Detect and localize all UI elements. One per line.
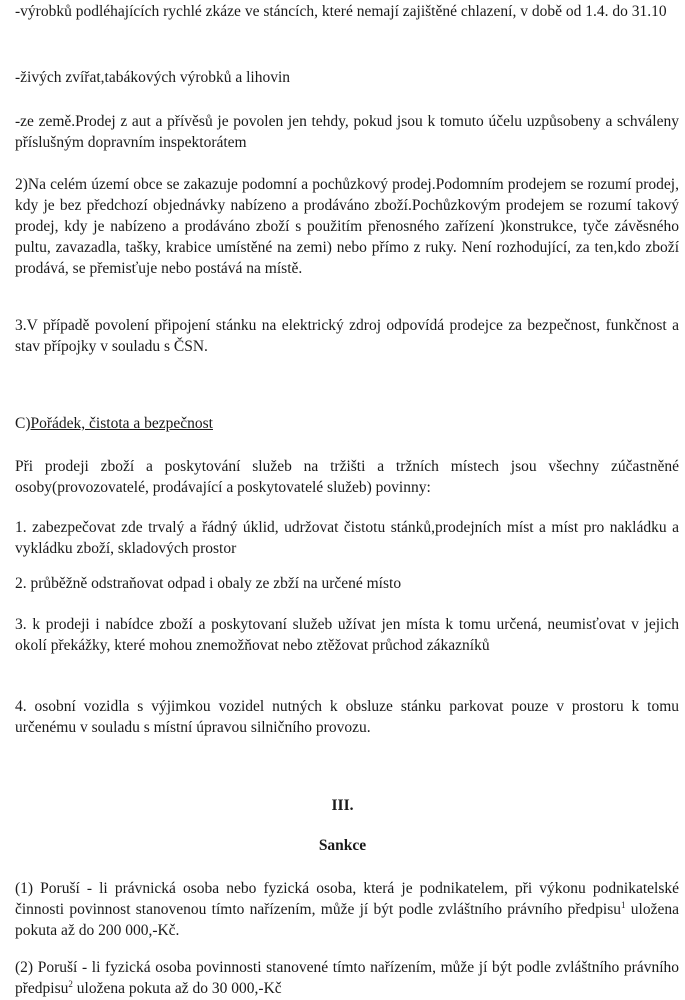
section-iii-title: Sankce [318,837,367,854]
paragraph-live-animals: -živých zvířat,tabákových výrobků a lihovin [15,69,291,86]
sanction-1-text-end: uložena pokuta až do 200 000,-Kč. [15,901,679,939]
paragraph-door-to-door-sales: 2)Na celém území obce se zakazuje podomní a pochůzkový prodej.Podomním prodejem se rozumí prodej, kdy je bez předchozí objednávky nabízeno a prodáváno zboží.Pochůzkovým prodejem se rozumí takový prodej, kdy je nabízeno a prodáváno zboží s použitím přenosného zařízení )konstrukce, tyče závěsného pultu, zavazadla, tašky, krabice umístěné na zemi) nebo přímo z ruky. Není rozhodující, za ten,kdo zboží prodává, se přemisťuje nebo postává na místě. [15,176,679,277]
section-iii-numeral: III. [331,797,354,814]
sanction-1-text: (1) Poruší - li právnická osoba nebo fyzická osoba, která je podnikatelem, při výkonu podnikatelské činnosti povinnost stanovenou tímto nařízením, může jí být podle zvláštního právního předpisu [15,880,679,918]
section-c-intro: Při prodeji zboží a poskytování služeb na tržišti a tržních místech jsou všechny zúčastněné osoby(provozovatelé, prodávající a poskytovatelé služeb) povinny: [15,458,679,496]
section-c-item-1: 1. zabezpečovat zde trvalý a řádný úklid, udržovat čistotu stánků,prodejních míst a míst pro nakládku a vykládku zboží, skladových prostor [15,519,679,557]
paragraph-electric-connection: 3.V případě povolení připojení stánku na elektrický zdroj odpovídá prodejce za bezpečnost, funkčnost a stav přípojky v souladu s ČSN. [15,317,679,355]
sanction-paragraph-2 [15,957,679,999]
sanction-2-text-end: uložena pokuta až do 30 000,-Kč [72,980,282,997]
section-c-item-4: 4. osobní vozidla s výjimkou vozidel nutných k obsluze stánku parkovat pouze v prostoru k tomu určenému v souladu s místní úpravou silničního provozu. [15,698,679,736]
section-c-item-3: 3. k prodeji i nabídce zboží a poskytovaní služeb užívat jen místa k tomu určená, neumisťovat v jejich okolí překážky, které mohou znemožňovat nebo ztěžovat průchod zákazníků [15,616,679,654]
section-c-title: Pořádek, čistota a bezpečnost [30,415,213,432]
footnote-ref-2: 2 [68,978,73,989]
section-c-heading [15,413,213,434]
paragraph-from-ground: -ze země.Prodej z aut a přívěsů je povolen jen tehdy, pokud jsou k tomuto účelu uzpůsobeny a schváleny příslušným dopravním inspektorátem [15,113,679,151]
section-c-prefix: C) [15,415,31,432]
paragraph-perishable-goods: -výrobků podléhajících rychlé zkáze ve stáncích, které nemají zajištěné chlazení, v době od 1.4. do 31.10 [15,3,667,20]
section-c-item-2: 2. průběžně odstraňovat odpad i obaly ze zbží na určené místo [15,575,402,592]
sanction-paragraph-1 [15,878,679,941]
footnote-ref-1: 1 [621,899,626,910]
sanction-2-text: (2) Poruší - li fyzická osoba povinnosti stanovené tímto nařízením, může jí být podle zvláštního právního předpisu [15,959,679,997]
